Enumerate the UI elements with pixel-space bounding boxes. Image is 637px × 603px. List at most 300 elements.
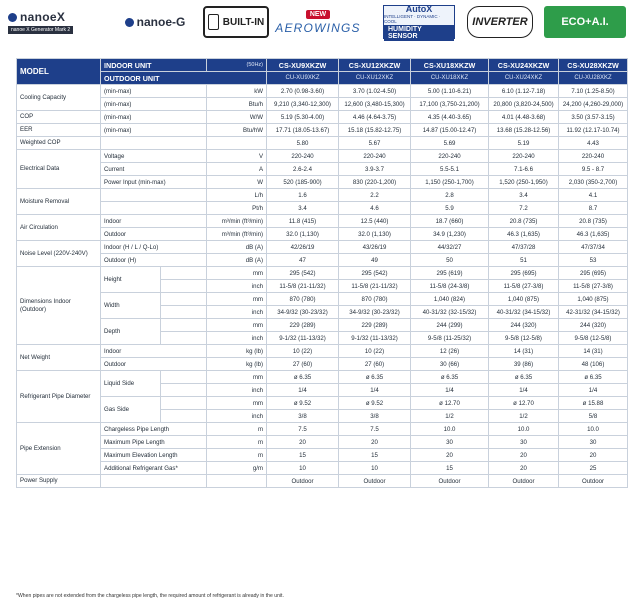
value-cell: Outdoor bbox=[559, 475, 628, 488]
value-cell: 34-9/32 (30-23/32) bbox=[267, 306, 339, 319]
sub-parameter-label bbox=[101, 189, 207, 202]
value-cell: 11-5/8 (21-11/32) bbox=[267, 280, 339, 293]
unit-label bbox=[207, 475, 267, 488]
value-cell: 20.8 (735) bbox=[489, 215, 559, 228]
value-cell: 51 bbox=[489, 254, 559, 267]
unit-label: dB (A) bbox=[207, 254, 267, 267]
spec-row bbox=[17, 345, 628, 358]
spec-row bbox=[17, 319, 628, 332]
value-cell: 520 (185-900) bbox=[267, 176, 339, 189]
unit-label: Btu/hW bbox=[207, 124, 267, 137]
spec-row bbox=[17, 462, 628, 475]
spec-row bbox=[17, 397, 628, 410]
spec-row bbox=[17, 423, 628, 436]
value-cell: 1/4 bbox=[339, 384, 411, 397]
unit-label: A bbox=[207, 163, 267, 176]
value-cell: 32.0 (1,130) bbox=[267, 228, 339, 241]
value-cell: 1,040 (875) bbox=[559, 293, 628, 306]
value-cell: ø 6.35 bbox=[411, 371, 489, 384]
spec-row bbox=[17, 150, 628, 163]
sub-parameter-label: Indoor bbox=[101, 345, 207, 358]
value-cell: 30 bbox=[489, 436, 559, 449]
wifi-module-icon bbox=[208, 14, 219, 30]
sub-parameter-label: Liquid Side bbox=[101, 371, 161, 397]
logo-bar bbox=[0, 0, 637, 50]
value-cell: 24,200 (4,260-29,000) bbox=[559, 98, 628, 111]
value-cell: 53 bbox=[559, 254, 628, 267]
value-cell: 10.0 bbox=[411, 423, 489, 436]
blank-cell bbox=[161, 410, 207, 423]
value-cell: 49 bbox=[339, 254, 411, 267]
unit-label: inch bbox=[207, 332, 267, 345]
section-label: Refrigerant Pipe Diameter bbox=[17, 371, 101, 423]
aerowings-logo bbox=[276, 6, 360, 38]
value-cell: 5.5-5.1 bbox=[411, 163, 489, 176]
indoor-unit-header: INDOOR UNIT bbox=[101, 59, 207, 72]
value-cell: 7.1-6.6 bbox=[489, 163, 559, 176]
value-cell: 229 (289) bbox=[267, 319, 339, 332]
value-cell: 40-31/32 (34-15/32) bbox=[489, 306, 559, 319]
value-cell: 20.8 (735) bbox=[559, 215, 628, 228]
new-badge: NEW bbox=[306, 10, 330, 19]
blank-cell bbox=[161, 332, 207, 345]
value-cell: 5.9 bbox=[411, 202, 489, 215]
nanoeg-logo-text: nanoe-G bbox=[136, 15, 186, 29]
spec-row bbox=[17, 293, 628, 306]
value-cell: 27 (60) bbox=[267, 358, 339, 371]
value-cell: 15 bbox=[411, 462, 489, 475]
model-header: MODEL bbox=[17, 59, 101, 85]
value-cell: 3/8 bbox=[267, 410, 339, 423]
value-cell: 34-9/32 (30-23/32) bbox=[339, 306, 411, 319]
blank-cell bbox=[161, 397, 207, 410]
value-cell: 50 bbox=[411, 254, 489, 267]
sub-parameter-label bbox=[101, 137, 207, 150]
spec-row bbox=[17, 137, 628, 150]
spec-row bbox=[17, 358, 628, 371]
sub-parameter-label: Outdoor bbox=[101, 228, 207, 241]
value-cell: 4.1 bbox=[559, 189, 628, 202]
value-cell: 3.9-3.7 bbox=[339, 163, 411, 176]
spec-row bbox=[17, 215, 628, 228]
nanoex-sub-text: nanoe X Generator Mark 2 bbox=[8, 26, 73, 34]
value-cell: 46.3 (1,635) bbox=[489, 228, 559, 241]
value-cell: ø 12.70 bbox=[411, 397, 489, 410]
value-cell: 17,100 (3,750-21,200) bbox=[411, 98, 489, 111]
sub-parameter-label: Current bbox=[101, 163, 207, 176]
unit-label: W bbox=[207, 176, 267, 189]
indoor-model-name: CS-XU28XKZW bbox=[559, 59, 628, 72]
section-label: Noise Level (220V-240V) bbox=[17, 241, 101, 267]
value-cell: ø 6.35 bbox=[559, 371, 628, 384]
value-cell: 295 (542) bbox=[267, 267, 339, 280]
value-cell: 47/37/34 bbox=[559, 241, 628, 254]
spec-row bbox=[17, 449, 628, 462]
value-cell: 10 bbox=[267, 462, 339, 475]
builtin-logo-text: BUILT-IN bbox=[222, 16, 265, 28]
value-cell: 8.7 bbox=[559, 202, 628, 215]
section-label: Moisture Removal bbox=[17, 189, 101, 215]
value-cell: 3.4 bbox=[489, 189, 559, 202]
unit-label: mm bbox=[207, 319, 267, 332]
unit-label: m bbox=[207, 423, 267, 436]
value-cell: 12.5 (440) bbox=[339, 215, 411, 228]
section-label: Dimensions Indoor (Outdoor) bbox=[17, 267, 101, 345]
value-cell: ø 9.52 bbox=[339, 397, 411, 410]
value-cell: 1/2 bbox=[411, 410, 489, 423]
unit-label: mm bbox=[207, 397, 267, 410]
value-cell: 4.43 bbox=[559, 137, 628, 150]
value-cell: 1/4 bbox=[559, 384, 628, 397]
nanoex-logo-text: nanoeX bbox=[20, 10, 66, 24]
value-cell: 11-5/8 (24-3/8) bbox=[411, 280, 489, 293]
value-cell: 47 bbox=[267, 254, 339, 267]
spec-row bbox=[17, 436, 628, 449]
sub-parameter-label bbox=[101, 202, 207, 215]
sub-parameter-label: Depth bbox=[101, 319, 161, 345]
value-cell: 12,600 (3,480-15,300) bbox=[339, 98, 411, 111]
spec-row bbox=[17, 98, 628, 111]
value-cell: 13.68 (15.28-12.56) bbox=[489, 124, 559, 137]
unit-label: m³/min (ft³/min) bbox=[207, 228, 267, 241]
indoor-model-name: CS-XU12XKZW bbox=[339, 59, 411, 72]
value-cell: 830 (220-1,200) bbox=[339, 176, 411, 189]
header-row-indoor bbox=[17, 59, 628, 72]
spec-row bbox=[17, 124, 628, 137]
value-cell: 244 (320) bbox=[559, 319, 628, 332]
value-cell: 32.0 (1,130) bbox=[339, 228, 411, 241]
unit-label: inch bbox=[207, 384, 267, 397]
indoor-model-name: CS-XU24XKZW bbox=[489, 59, 559, 72]
sub-parameter-label: Voltage bbox=[101, 150, 207, 163]
value-cell: 14 (31) bbox=[489, 345, 559, 358]
indoor-model-name: CS-XU9XKZW bbox=[267, 59, 339, 72]
builtin-logo bbox=[203, 6, 269, 38]
value-cell: 20,800 (3,820-24,500) bbox=[489, 98, 559, 111]
value-cell: 295 (542) bbox=[339, 267, 411, 280]
value-cell: 12 (26) bbox=[411, 345, 489, 358]
spec-row bbox=[17, 475, 628, 488]
value-cell: 870 (780) bbox=[339, 293, 411, 306]
value-cell: 1.6 bbox=[267, 189, 339, 202]
spec-row bbox=[17, 228, 628, 241]
value-cell: 9-5/8 (12-5/8) bbox=[559, 332, 628, 345]
humidity-sensor-badge: HUMIDITY SENSOR bbox=[384, 25, 454, 41]
value-cell: ø 12.70 bbox=[489, 397, 559, 410]
section-label: COP bbox=[17, 111, 101, 124]
value-cell: 46.3 (1,635) bbox=[559, 228, 628, 241]
unit-label: inch bbox=[207, 410, 267, 423]
value-cell: 9-1/32 (11-13/32) bbox=[339, 332, 411, 345]
value-cell: 14.87 (15.00-12.47) bbox=[411, 124, 489, 137]
value-cell: 1,150 (250-1,700) bbox=[411, 176, 489, 189]
value-cell: 5.69 bbox=[411, 137, 489, 150]
header-row-outdoor bbox=[17, 72, 628, 85]
outdoor-model-name: CU-XU9XKZ bbox=[267, 72, 339, 85]
value-cell: 5.19 (5.30-4.00) bbox=[267, 111, 339, 124]
value-cell: 295 (695) bbox=[489, 267, 559, 280]
value-cell: 6.10 (1.12-7.18) bbox=[489, 85, 559, 98]
outdoor-model-name: CU-XU24XKZ bbox=[489, 72, 559, 85]
value-cell: 27 (60) bbox=[339, 358, 411, 371]
unit-label: mm bbox=[207, 267, 267, 280]
value-cell: 295 (619) bbox=[411, 267, 489, 280]
value-cell: 10 bbox=[339, 462, 411, 475]
value-cell: 5.19 bbox=[489, 137, 559, 150]
value-cell: ø 6.35 bbox=[489, 371, 559, 384]
value-cell: Outdoor bbox=[339, 475, 411, 488]
section-label: Pipe Extension bbox=[17, 423, 101, 475]
value-cell: 14 (31) bbox=[559, 345, 628, 358]
spec-row bbox=[17, 254, 628, 267]
value-cell: 4.01 (4.48-3.68) bbox=[489, 111, 559, 124]
unit-label: mm bbox=[207, 293, 267, 306]
value-cell: 15.18 (15.82-12.75) bbox=[339, 124, 411, 137]
unit-label: m bbox=[207, 436, 267, 449]
value-cell: 20 bbox=[489, 462, 559, 475]
spec-row bbox=[17, 241, 628, 254]
unit-label: L/h bbox=[207, 189, 267, 202]
value-cell: 5/8 bbox=[559, 410, 628, 423]
value-cell: 40-31/32 (32-15/32) bbox=[411, 306, 489, 319]
section-label: EER bbox=[17, 124, 101, 137]
unit-label: dB (A) bbox=[207, 241, 267, 254]
value-cell: 10 (22) bbox=[267, 345, 339, 358]
value-cell: 1,040 (824) bbox=[411, 293, 489, 306]
value-cell: 20 bbox=[339, 436, 411, 449]
value-cell: 11-5/8 (27-3/8) bbox=[489, 280, 559, 293]
blank-cell bbox=[161, 267, 207, 280]
value-cell: 3.70 (1.02-4.50) bbox=[339, 85, 411, 98]
value-cell: 20 bbox=[267, 436, 339, 449]
value-cell: 5.80 bbox=[267, 137, 339, 150]
unit-label: g/m bbox=[207, 462, 267, 475]
inverter-logo bbox=[467, 6, 533, 38]
value-cell: 10.0 bbox=[559, 423, 628, 436]
outdoor-model-name: CU-XU18XKZ bbox=[411, 72, 489, 85]
value-cell: ø 15.88 bbox=[559, 397, 628, 410]
sub-parameter-label: Height bbox=[101, 267, 161, 293]
value-cell: 3.50 (3.57-3.15) bbox=[559, 111, 628, 124]
value-cell: 5.67 bbox=[339, 137, 411, 150]
value-cell: 17.71 (18.05-13.67) bbox=[267, 124, 339, 137]
outdoor-unit-header: OUTDOOR UNIT bbox=[101, 72, 267, 85]
frequency-label: (50Hz) bbox=[207, 59, 267, 72]
spec-row bbox=[17, 371, 628, 384]
unit-label: inch bbox=[207, 306, 267, 319]
value-cell: 7.10 (1.25-8.50) bbox=[559, 85, 628, 98]
value-cell: 39 (86) bbox=[489, 358, 559, 371]
value-cell: 30 bbox=[411, 436, 489, 449]
value-cell: 2,030 (350-2,700) bbox=[559, 176, 628, 189]
sub-parameter-label: Indoor (H / L / Q-Lo) bbox=[101, 241, 207, 254]
nanoeg-logo bbox=[114, 6, 196, 38]
blank-cell bbox=[161, 280, 207, 293]
value-cell: Outdoor bbox=[489, 475, 559, 488]
spec-row bbox=[17, 163, 628, 176]
unit-label: V bbox=[207, 150, 267, 163]
value-cell: 30 (66) bbox=[411, 358, 489, 371]
indoor-model-name: CS-XU18XKZW bbox=[411, 59, 489, 72]
value-cell: 7.2 bbox=[489, 202, 559, 215]
value-cell: 20 bbox=[411, 449, 489, 462]
outdoor-model-name: CU-XU28XKZ bbox=[559, 72, 628, 85]
unit-label: m³/min (ft³/min) bbox=[207, 215, 267, 228]
value-cell: 11-5/8 (27-3/8) bbox=[559, 280, 628, 293]
autox-logo bbox=[383, 5, 455, 39]
eco-ai-logo-text: ECO+A.I. bbox=[561, 16, 609, 28]
sub-parameter-label: Additional Refrigerant Gas* bbox=[101, 462, 207, 475]
unit-label: mm bbox=[207, 371, 267, 384]
unit-label: Btu/h bbox=[207, 98, 267, 111]
sub-parameter-label: Outdoor bbox=[101, 358, 207, 371]
section-label: Net Weight bbox=[17, 345, 101, 371]
value-cell: 15 bbox=[267, 449, 339, 462]
section-label: Power Supply bbox=[17, 475, 101, 488]
sub-parameter-label: Outdoor (H) bbox=[101, 254, 207, 267]
unit-label: inch bbox=[207, 280, 267, 293]
value-cell: ø 9.52 bbox=[267, 397, 339, 410]
value-cell: 2.70 (0.98-3.60) bbox=[267, 85, 339, 98]
sub-parameter-label: (min-max) bbox=[101, 111, 207, 124]
value-cell: 15 bbox=[339, 449, 411, 462]
section-label: Electrical Data bbox=[17, 150, 101, 189]
blank-cell bbox=[161, 293, 207, 306]
value-cell: 1/4 bbox=[267, 384, 339, 397]
value-cell: 244 (299) bbox=[411, 319, 489, 332]
sub-parameter-label: Maximum Pipe Length bbox=[101, 436, 207, 449]
unit-label: Pt/h bbox=[207, 202, 267, 215]
spec-row bbox=[17, 267, 628, 280]
value-cell: 3.4 bbox=[267, 202, 339, 215]
sub-parameter-label: Power Input (min-max) bbox=[101, 176, 207, 189]
nanoex-dot-icon bbox=[8, 13, 17, 22]
blank-cell bbox=[161, 371, 207, 384]
value-cell: 220-240 bbox=[339, 150, 411, 163]
value-cell: 2.8 bbox=[411, 189, 489, 202]
sub-parameter-label: Indoor bbox=[101, 215, 207, 228]
inverter-logo-text: INVERTER bbox=[472, 16, 528, 28]
spec-row bbox=[17, 111, 628, 124]
value-cell: ø 6.35 bbox=[267, 371, 339, 384]
unit-label: kg (lb) bbox=[207, 345, 267, 358]
value-cell: 220-240 bbox=[267, 150, 339, 163]
value-cell: 9-5/8 (12-5/8) bbox=[489, 332, 559, 345]
sub-parameter-label: (min-max) bbox=[101, 85, 207, 98]
value-cell: 43/26/19 bbox=[339, 241, 411, 254]
value-cell: 4.35 (4.40-3.65) bbox=[411, 111, 489, 124]
value-cell: 11.92 (12.17-10.74) bbox=[559, 124, 628, 137]
value-cell: 2.2 bbox=[339, 189, 411, 202]
unit-label: m bbox=[207, 449, 267, 462]
value-cell: 229 (289) bbox=[339, 319, 411, 332]
value-cell: 4.46 (4.64-3.75) bbox=[339, 111, 411, 124]
blank-cell bbox=[161, 319, 207, 332]
unit-label: W/W bbox=[207, 111, 267, 124]
value-cell: 220-240 bbox=[411, 150, 489, 163]
value-cell: 48 (106) bbox=[559, 358, 628, 371]
value-cell: 44/32/27 bbox=[411, 241, 489, 254]
value-cell: ø 6.35 bbox=[339, 371, 411, 384]
value-cell: 10 (22) bbox=[339, 345, 411, 358]
value-cell: 1/2 bbox=[489, 410, 559, 423]
section-label: Air Circulation bbox=[17, 215, 101, 241]
sub-parameter-label: Gas Side bbox=[101, 397, 161, 423]
nanoex-logo bbox=[4, 6, 102, 38]
value-cell: 18.7 (660) bbox=[411, 215, 489, 228]
value-cell: 42-31/32 (34-15/32) bbox=[559, 306, 628, 319]
value-cell: 20 bbox=[559, 449, 628, 462]
value-cell: 7.5 bbox=[267, 423, 339, 436]
section-label: Cooling Capacity bbox=[17, 85, 101, 111]
value-cell: 11.8 (415) bbox=[267, 215, 339, 228]
spec-row bbox=[17, 189, 628, 202]
unit-label: kW bbox=[207, 85, 267, 98]
value-cell: 9.5 - 8.7 bbox=[559, 163, 628, 176]
value-cell: Outdoor bbox=[411, 475, 489, 488]
value-cell: 1/4 bbox=[489, 384, 559, 397]
sub-parameter-label: Width bbox=[101, 293, 161, 319]
sub-parameter-label: (min-max) bbox=[101, 124, 207, 137]
spec-row bbox=[17, 176, 628, 189]
value-cell: 11-5/8 (21-11/32) bbox=[339, 280, 411, 293]
value-cell: 25 bbox=[559, 462, 628, 475]
value-cell: 20 bbox=[489, 449, 559, 462]
value-cell: 47/37/28 bbox=[489, 241, 559, 254]
blank-cell bbox=[161, 384, 207, 397]
value-cell: 1/4 bbox=[411, 384, 489, 397]
value-cell: 870 (780) bbox=[267, 293, 339, 306]
value-cell: 9-1/32 (11-13/32) bbox=[267, 332, 339, 345]
spec-row bbox=[17, 202, 628, 215]
value-cell: 220-240 bbox=[489, 150, 559, 163]
value-cell: 4.6 bbox=[339, 202, 411, 215]
outdoor-model-name: CU-XU12XKZ bbox=[339, 72, 411, 85]
sub-parameter-label: Chargeless Pipe Length bbox=[101, 423, 207, 436]
value-cell: 9-5/8 (11-25/32) bbox=[411, 332, 489, 345]
value-cell: 2.6-2.4 bbox=[267, 163, 339, 176]
unit-label bbox=[207, 137, 267, 150]
value-cell: 244 (320) bbox=[489, 319, 559, 332]
unit-label: kg (lb) bbox=[207, 358, 267, 371]
value-cell: 10.0 bbox=[489, 423, 559, 436]
value-cell: 5.00 (1.10-6.21) bbox=[411, 85, 489, 98]
value-cell: 1,040 (875) bbox=[489, 293, 559, 306]
value-cell: 3/8 bbox=[339, 410, 411, 423]
blank-cell bbox=[161, 306, 207, 319]
value-cell: 220-240 bbox=[559, 150, 628, 163]
spec-table bbox=[16, 58, 628, 488]
value-cell: 34.9 (1,230) bbox=[411, 228, 489, 241]
value-cell: 9,210 (3,340-12,300) bbox=[267, 98, 339, 111]
value-cell: 7.5 bbox=[339, 423, 411, 436]
value-cell: 42/26/19 bbox=[267, 241, 339, 254]
eco-ai-logo bbox=[544, 6, 626, 38]
value-cell: 295 (695) bbox=[559, 267, 628, 280]
value-cell: 1,520 (250-1,950) bbox=[489, 176, 559, 189]
sub-parameter-label: (min-max) bbox=[101, 98, 207, 111]
nanoeg-dot-icon bbox=[125, 18, 134, 27]
sub-parameter-label: Maximum Elevation Length bbox=[101, 449, 207, 462]
value-cell: 30 bbox=[559, 436, 628, 449]
autox-logo-text: AutoX bbox=[405, 3, 433, 14]
footnote: *When pipes are not extended from the chargeless pipe length, the required amount of refrigerant is already in the unit. bbox=[16, 593, 284, 599]
aerowings-logo-text: AEROWINGS bbox=[275, 20, 361, 35]
autox-sub-text: INTELLIGENT · DYNAMIC · COOL bbox=[384, 13, 441, 24]
sub-parameter-label bbox=[101, 475, 207, 488]
spec-row bbox=[17, 85, 628, 98]
section-label: Weighted COP bbox=[17, 137, 101, 150]
